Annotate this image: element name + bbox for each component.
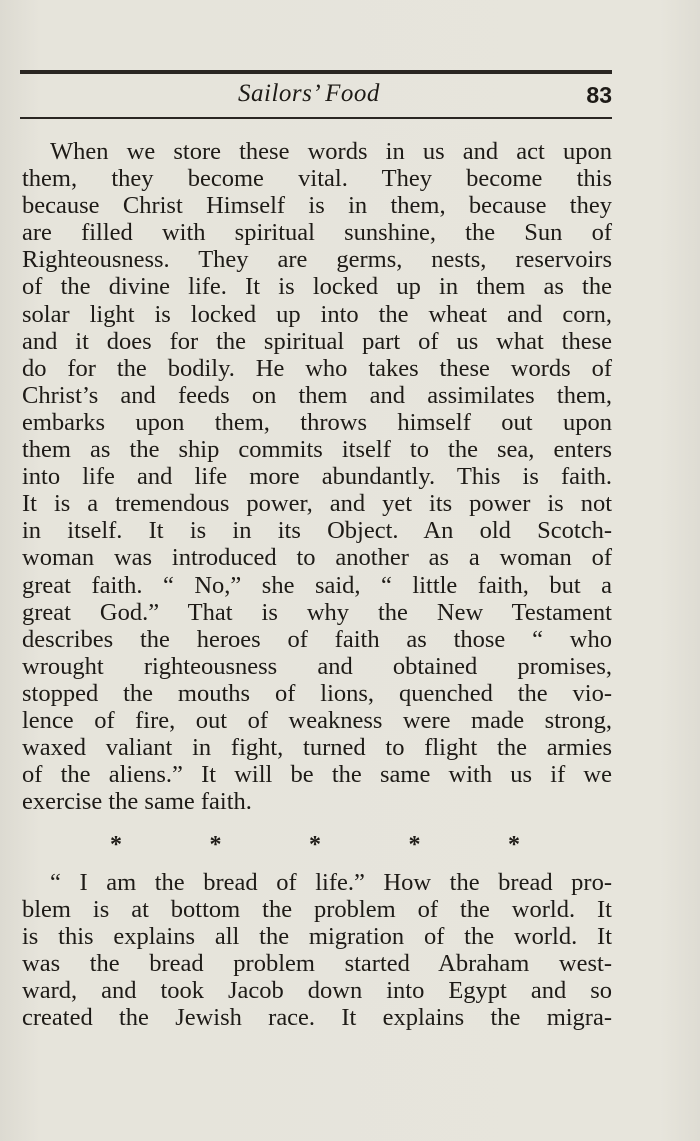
text-line: ward, and took Jacob down into Egypt and so xyxy=(22,977,612,1005)
paragraph-1 xyxy=(22,138,612,815)
text-line: solar light is locked up into the wheat and corn, xyxy=(22,300,612,328)
paragraph-2 xyxy=(22,869,612,1032)
text-line: woman was introduced to another as a woman of xyxy=(22,544,612,572)
text-line: are filled with spiritual sunshine, the Sun of xyxy=(22,219,612,247)
asterisk: * xyxy=(408,832,421,858)
section-separator xyxy=(110,832,520,859)
text-line: of the aliens.” It will be the same with us if we xyxy=(22,761,612,789)
text-line: exercise the same faith. xyxy=(22,788,252,816)
text-line: waxed valiant in fight, turned to flight the armies xyxy=(22,734,612,762)
text-line: Christ’s and feeds on them and assimilates them, xyxy=(22,381,612,409)
header-rule-top xyxy=(20,70,612,74)
text-line: describes the heroes of faith as those “ who xyxy=(22,625,612,653)
asterisk: * xyxy=(508,832,520,858)
text-line: blem is at bottom the problem of the world. It xyxy=(22,896,612,924)
header-rule-bottom xyxy=(20,117,612,119)
text-line: When we store these words in us and act upon xyxy=(50,138,612,165)
asterisk: * xyxy=(209,832,222,858)
text-line: because Christ Himself is in them, because they xyxy=(22,192,612,220)
page-number: 83 xyxy=(586,82,612,108)
text-line: do for the bodily. He who takes these words of xyxy=(22,354,612,382)
text-line: wrought righteousness and obtained promises, xyxy=(22,652,612,680)
text-line: into life and life more abundantly. This is faith. xyxy=(22,463,612,491)
text-line: lence of fire, out of weakness were made strong, xyxy=(22,706,612,734)
running-head-title: Sailors’ Food xyxy=(238,80,380,107)
text-line: them as the ship commits itself to the sea, enters xyxy=(22,436,612,464)
running-head xyxy=(20,80,612,112)
text-line: was the bread problem started Abraham west- xyxy=(22,950,612,978)
asterisk: * xyxy=(110,832,122,858)
text-line: created the Jewish race. It explains the migra- xyxy=(22,1004,612,1032)
text-line: them, they become vital. They become this xyxy=(22,165,612,193)
text-line: in itself. It is in its Object. An old Scotch- xyxy=(22,517,612,545)
text-line: of the divine life. It is locked up in them as the xyxy=(22,273,612,301)
text-line: Righteousness. They are germs, nests, reservoirs xyxy=(22,246,612,274)
text-line: and it does for the spiritual part of us what these xyxy=(22,327,612,355)
text-line: stopped the mouths of lions, quenched the vio- xyxy=(22,679,612,707)
text-line: great God.” That is why the New Testament xyxy=(22,598,612,626)
text-line: is this explains all the migration of the world. It xyxy=(22,923,612,951)
text-line: It is a tremendous power, and yet its power is not xyxy=(22,490,612,518)
text-line: embarks upon them, throws himself out upon xyxy=(22,408,612,436)
asterisk: * xyxy=(309,832,321,858)
text-line: great faith. “ No,” she said, “ little faith, but a xyxy=(22,571,612,599)
text-line: “ I am the bread of life.” How the bread pro- xyxy=(50,869,612,896)
